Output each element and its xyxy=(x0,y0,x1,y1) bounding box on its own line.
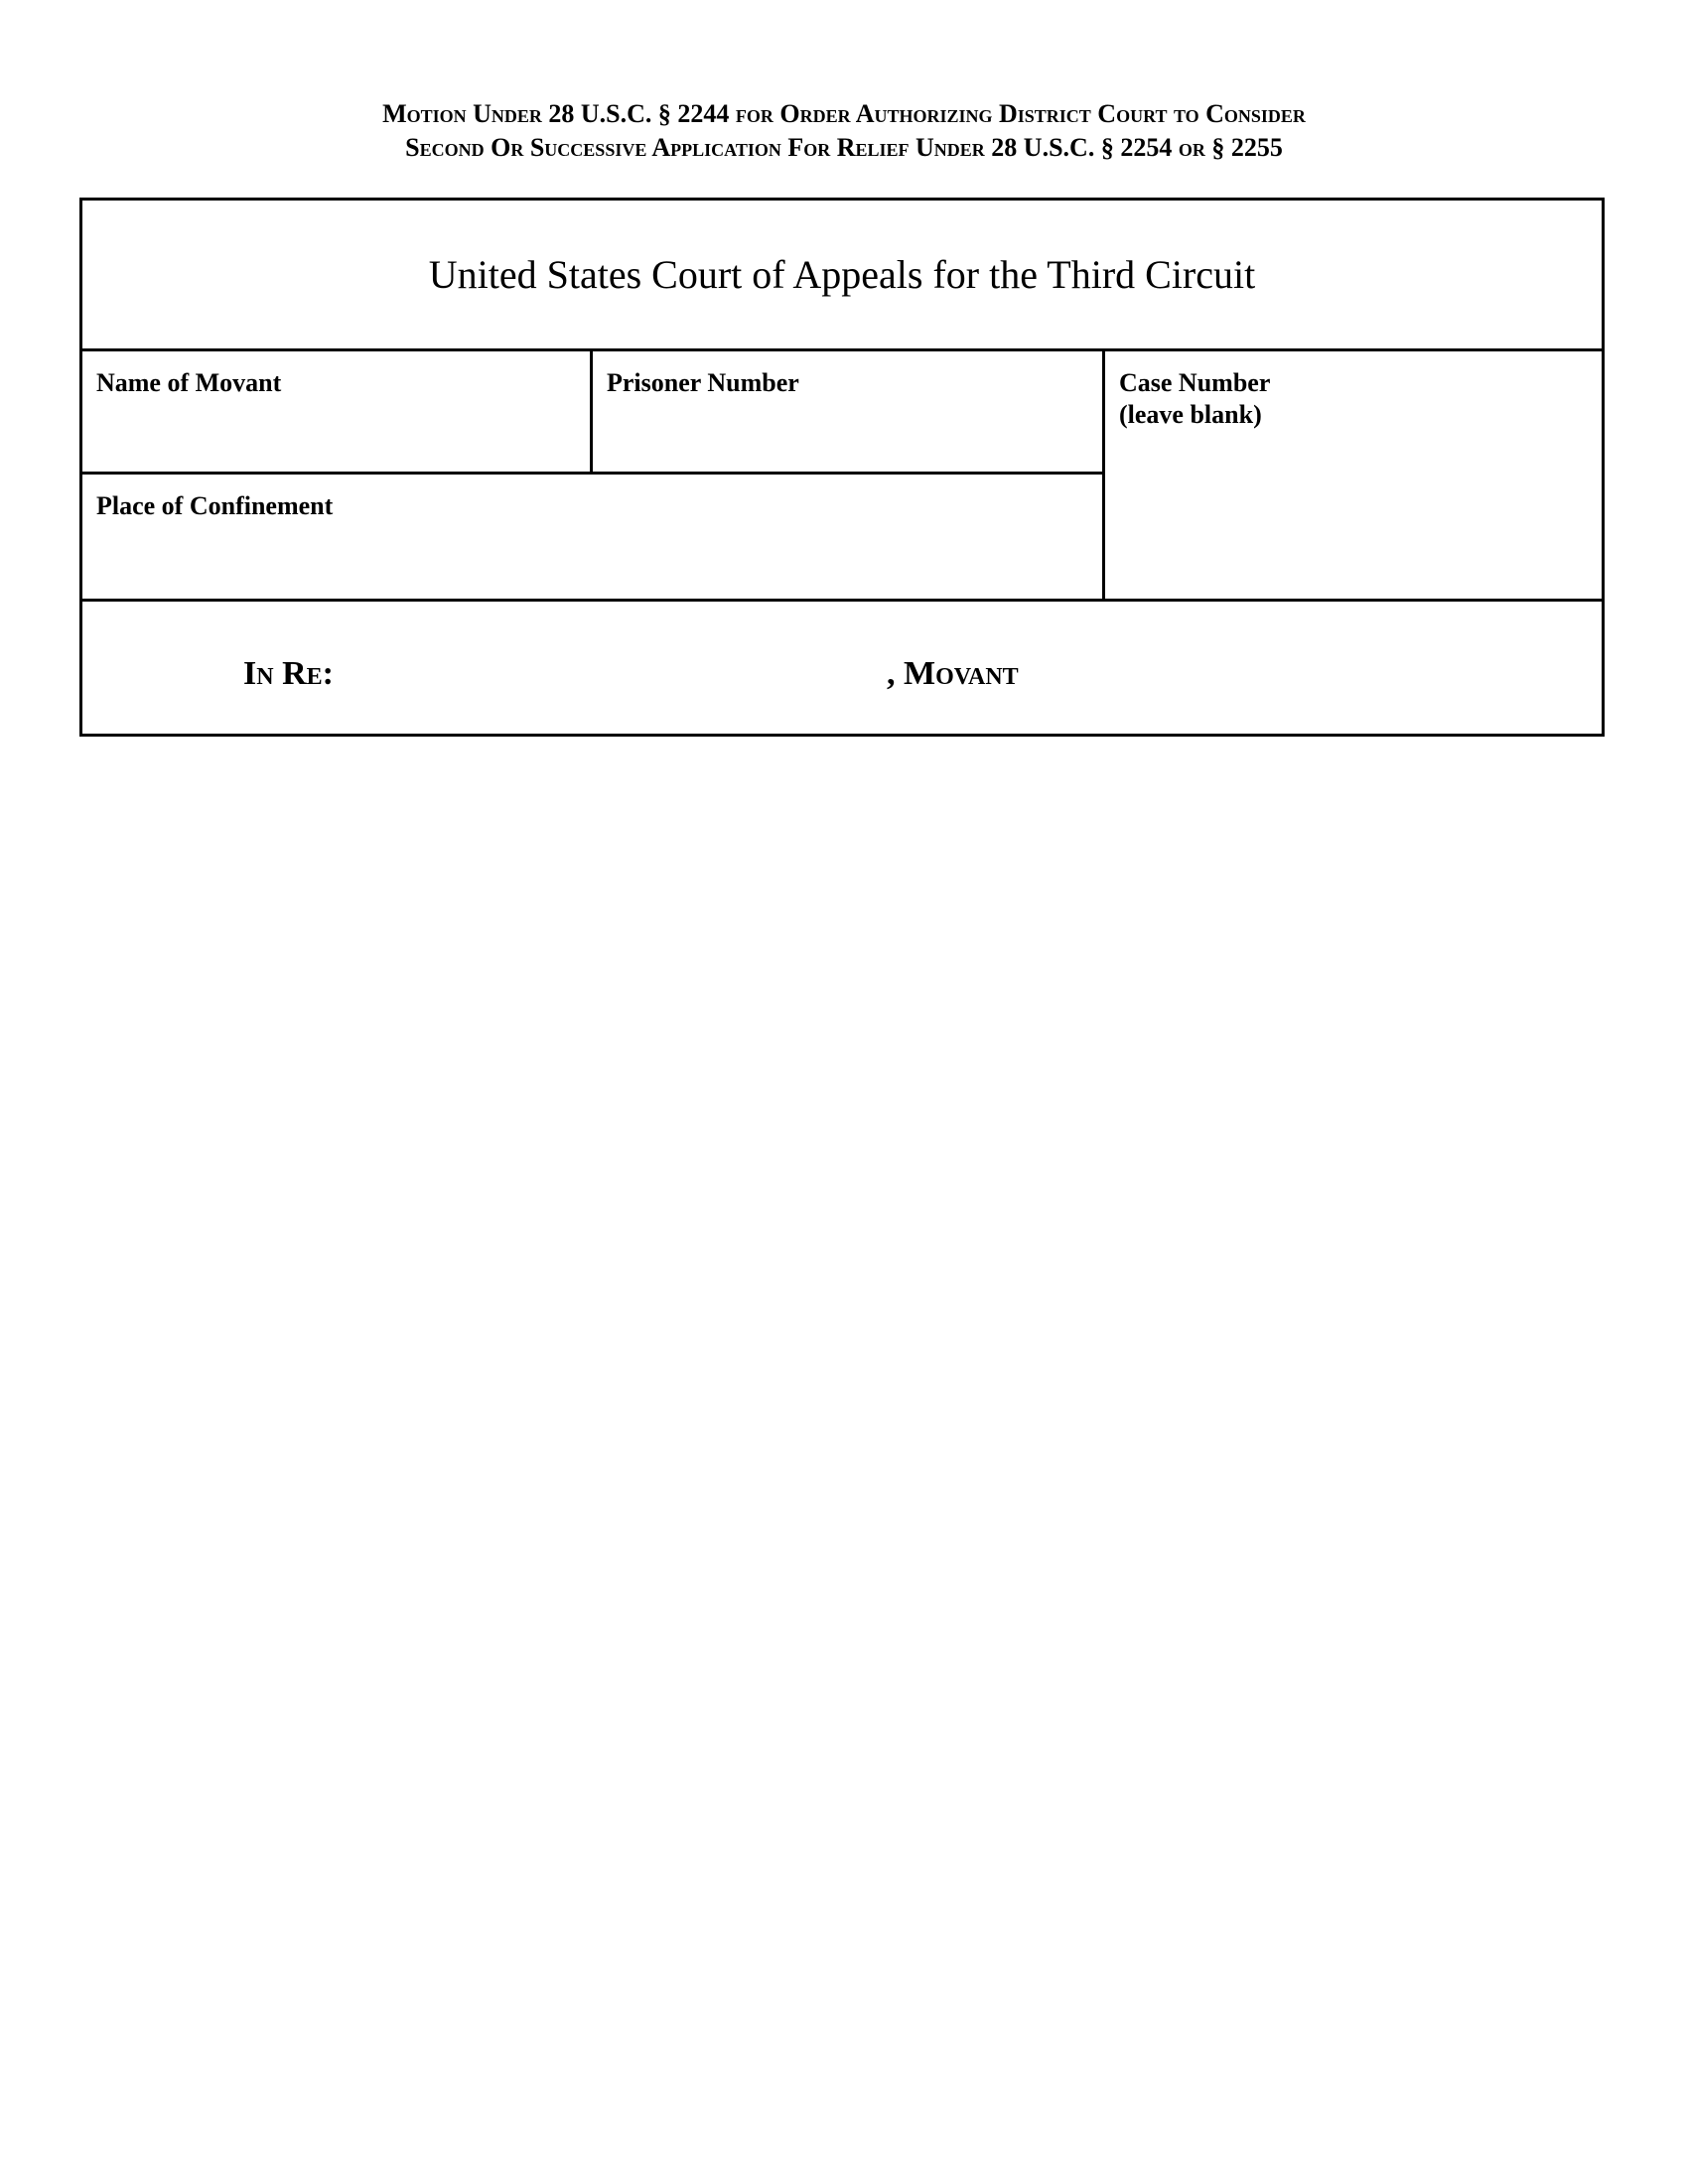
prisoner-number-label: Prisoner Number xyxy=(607,368,799,397)
prisoner-number-field[interactable] xyxy=(593,351,1102,475)
heading-line-1: Motion Under 28 U.S.C. § 2244 for Order Authorizing District Court to Consider xyxy=(382,99,1306,128)
movant-label: , Movant xyxy=(887,655,1019,692)
place-of-confinement-label: Place of Confinement xyxy=(96,491,334,520)
in-re-label: In Re: xyxy=(243,655,334,692)
name-of-movant-field[interactable] xyxy=(82,351,593,475)
place-of-confinement-field[interactable] xyxy=(82,475,1102,599)
caption-form xyxy=(79,198,1605,737)
case-number-note: (leave blank) xyxy=(1119,400,1262,429)
heading-line-2: Second Or Successive Application For Relief Under 28 U.S.C. § 2254 or § 2255 xyxy=(405,133,1283,162)
court-title-text: United States Court of Appeals for the Third Circuit xyxy=(428,252,1256,297)
case-number-label: Case Number xyxy=(1119,368,1271,397)
form-heading xyxy=(0,97,1688,165)
case-number-field xyxy=(1102,351,1602,599)
in-re-row xyxy=(82,599,1602,734)
court-title xyxy=(82,201,1602,351)
name-of-movant-label: Name of Movant xyxy=(96,368,282,397)
